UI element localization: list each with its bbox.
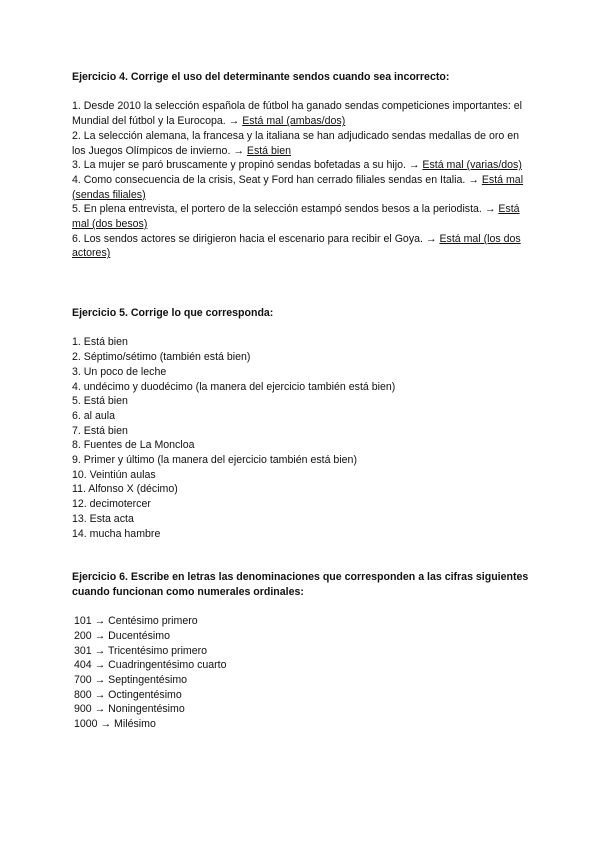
- list-item: 700 → Septingentésimo: [74, 673, 188, 686]
- list-item: 5. Está bien: [72, 395, 128, 408]
- exercise-5-list: [72, 335, 534, 541]
- list-item: 301 → Tricentésimo primero: [74, 644, 208, 657]
- list-item: 13. Esta acta: [72, 512, 134, 525]
- exercise-6: [72, 570, 534, 732]
- item-answer: Está bien: [246, 144, 292, 157]
- list-item: [72, 129, 534, 158]
- list-item: 8. Fuentes de La Moncloa: [72, 439, 195, 452]
- list-item: 101 → Centésimo primero: [74, 615, 198, 628]
- list-item: [72, 232, 534, 261]
- list-item: 404 → Cuadringentésimo cuarto: [74, 659, 227, 672]
- list-item: 14. mucha hambre: [72, 527, 161, 540]
- item-answer: Está mal (sendas filiales): [72, 173, 524, 201]
- item-answer: Está mal (dos besos): [72, 203, 520, 231]
- list-item: [72, 158, 534, 173]
- exercise-5: [72, 306, 534, 541]
- item-answer: Está mal (los dos actores): [72, 232, 521, 260]
- list-item: 900 → Noningentésimo: [74, 703, 185, 716]
- list-item: 800 → Octingentésimo: [74, 688, 182, 701]
- exercise-4: [72, 70, 534, 261]
- item-text: 6. Los sendos actores se dirigieron hacia el escenario para recibir el Goya. →: [72, 232, 440, 245]
- list-item: 2. Séptimo/sétimo (también está bien): [72, 351, 251, 364]
- list-item: 6. al aula: [72, 409, 115, 422]
- list-item: 3. Un poco de leche: [72, 365, 167, 378]
- list-item: 200 → Ducentésimo: [74, 629, 170, 642]
- exercise-4-title: Ejercicio 4. Corrige el uso del determinante sendos cuando sea incorrecto:: [72, 71, 450, 83]
- list-item: [72, 99, 534, 128]
- exercise-6-list: [72, 614, 534, 732]
- item-answer: Está mal (ambas/dos): [242, 115, 346, 128]
- list-item: 12. decimotercer: [72, 498, 151, 511]
- list-item: 11. Alfonso X (décimo): [72, 483, 178, 496]
- exercise-4-list: [72, 99, 534, 261]
- list-item: 4. undécimo y duodécimo (la manera del ejercicio también está bien): [72, 380, 396, 393]
- item-text: 5. En plena entrevista, el portero de la selección estampó sendos besos a la periodista. →: [72, 203, 499, 216]
- item-text: 4. Como consecuencia de la crisis, Seat y Ford han cerrado filiales sendas en Italia. →: [72, 173, 482, 186]
- list-item: 1. Está bien: [72, 336, 128, 349]
- exercise-5-title: Ejercicio 5. Corrige lo que corresponda:: [72, 307, 274, 319]
- list-item: 9. Primer y último (la manera del ejercicio también está bien): [72, 454, 357, 467]
- item-answer: Está mal (varias/dos): [422, 159, 522, 172]
- list-item: 1000 → Milésimo: [74, 718, 156, 731]
- item-text: 3. La mujer se paró bruscamente y propinó sendas bofetadas a su hijo. →: [72, 159, 423, 172]
- item-text: 1. Desde 2010 la selección española de fútbol ha ganado sendas competiciones importantes: el Mundial del fútbol y la Eurocopa. →: [72, 100, 522, 128]
- exercise-6-title: Ejercicio 6. Escribe en letras las denominaciones que corresponden a las cifras siguientes cuando funcionan como numerales ordinales:: [72, 571, 529, 598]
- list-item: [72, 202, 534, 231]
- list-item: 10. Veintiún aulas: [72, 468, 156, 481]
- list-item: [72, 173, 534, 202]
- list-item: 7. Está bien: [72, 424, 128, 437]
- item-text: 2. La selección alemana, la francesa y la italiana se han adjudicado sendas medallas de oro en los Juegos Olímpicos de invierno. →: [72, 129, 519, 157]
